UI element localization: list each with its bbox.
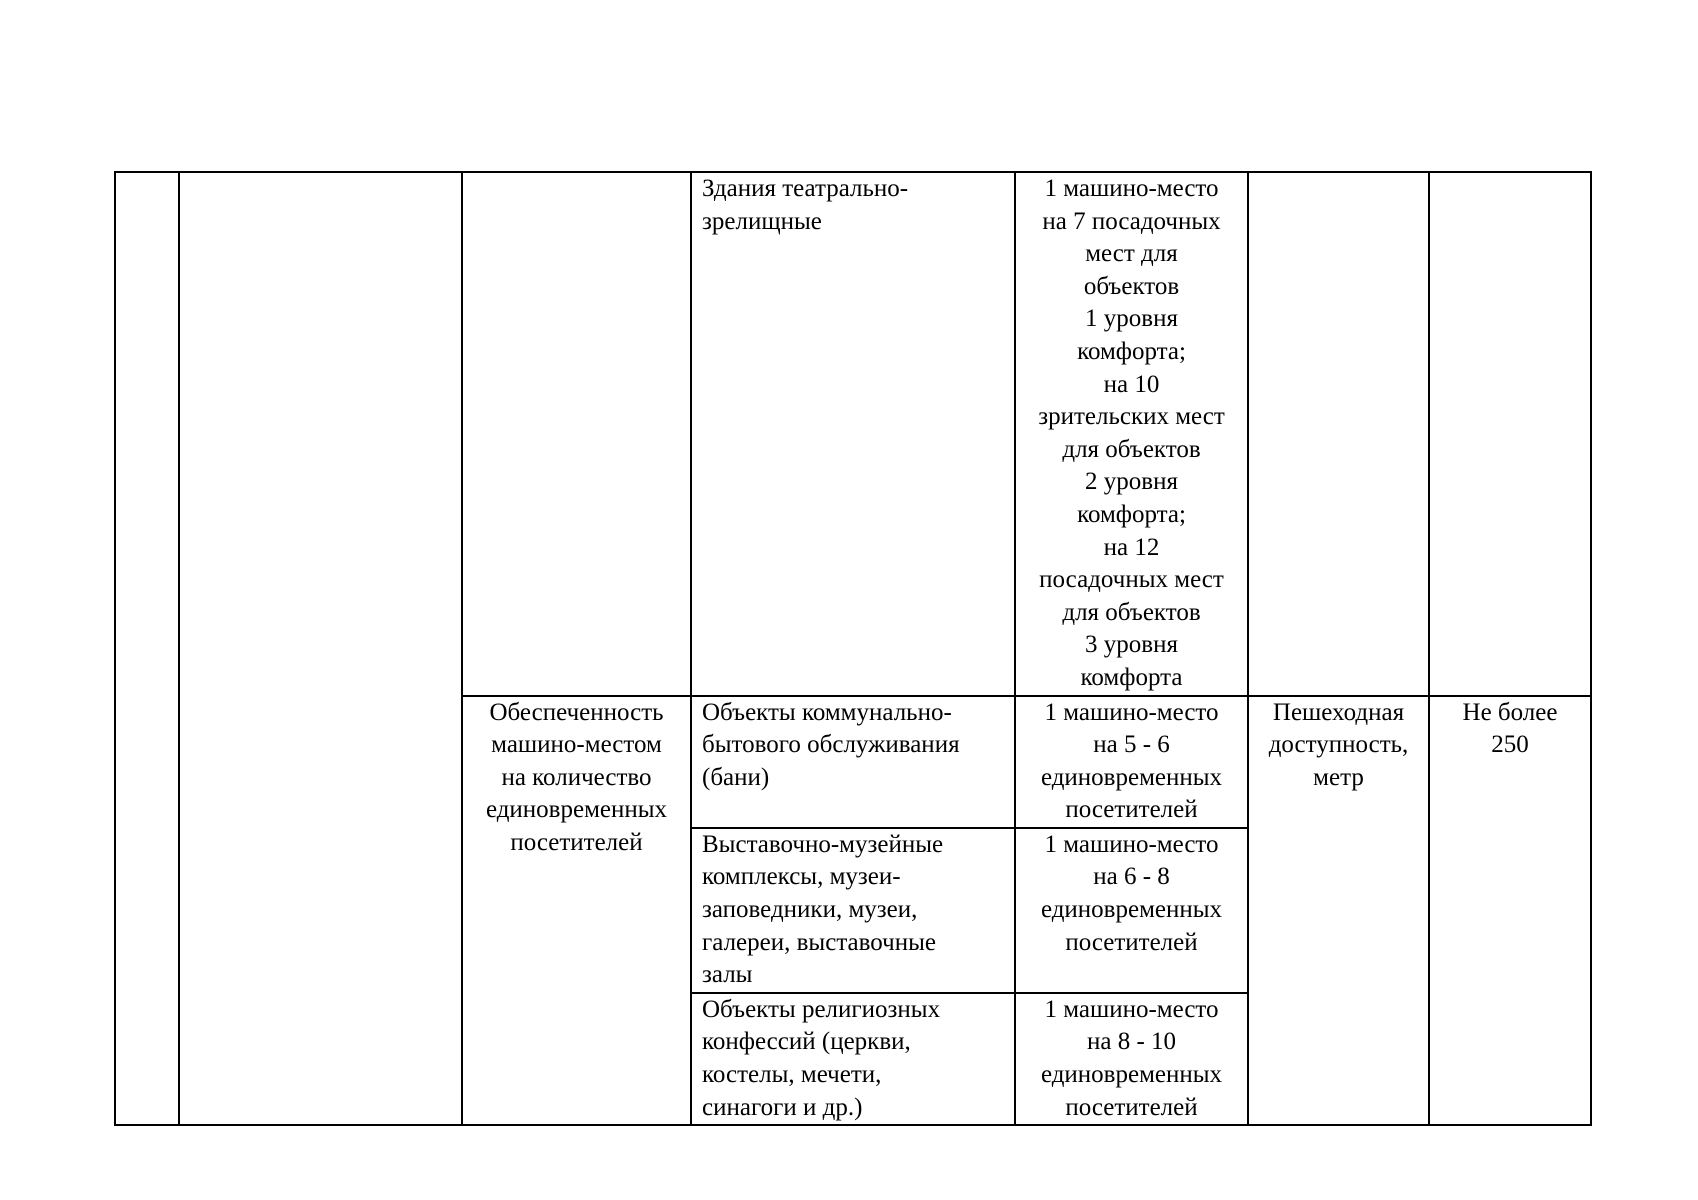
number-cell: [115, 172, 179, 1125]
norm-cell: [1015, 993, 1248, 1125]
service-type-cell: [179, 172, 462, 1125]
value-cell: [1429, 696, 1591, 1126]
norm-cell: [1015, 172, 1248, 696]
value-cell: [1429, 172, 1591, 696]
object-type-text: Объекты религиозных конфессий (церкви, костелы, мечети, синагоги и др.): [702, 995, 941, 1121]
norms-table: [114, 171, 1592, 1126]
object-type-cell: [691, 993, 1015, 1125]
indicator-cell: [462, 172, 691, 696]
object-type-text: Выставочно-музейные комплексы, музеи- заповедники, музеи, галереи, выставочные залы: [702, 830, 944, 989]
norm-text: 1 машино-место на 6 - 8 единовременных посетителей: [1040, 830, 1223, 956]
object-type-text: Здания театрально- зрелищные: [702, 175, 909, 235]
norm-text: 1 машино-место на 5 - 6 единовременных посетителей: [1040, 698, 1223, 824]
unit-text: Пешеходная доступность, метр: [1268, 698, 1409, 791]
norm-cell: [1015, 828, 1248, 993]
object-type-cell: [691, 828, 1015, 993]
value-text: Не более 250: [1462, 698, 1558, 759]
table-row: [115, 172, 1591, 696]
indicator-text: Обеспеченность машино-местом на количество единовременных посетителей: [485, 698, 668, 856]
unit-cell: [1248, 696, 1429, 1126]
norm-text: 1 машино-место на 8 - 10 единовременных посетителей: [1040, 995, 1223, 1121]
indicator-cell: [462, 696, 691, 1126]
object-type-cell: [691, 172, 1015, 696]
unit-cell: [1248, 172, 1429, 696]
norm-cell: [1015, 696, 1248, 828]
norm-text: 1 машино-место на 7 посадочных мест для объектов 1 уровня комфорта; на 10 зрительских мест для объектов 2 уровня комфорта; на 12 посадочных мест для объектов 3 уровня комфорта: [1038, 175, 1225, 691]
object-type-cell: [691, 696, 1015, 828]
object-type-text: Объекты коммунально- бытового обслуживания (бани): [702, 698, 960, 791]
